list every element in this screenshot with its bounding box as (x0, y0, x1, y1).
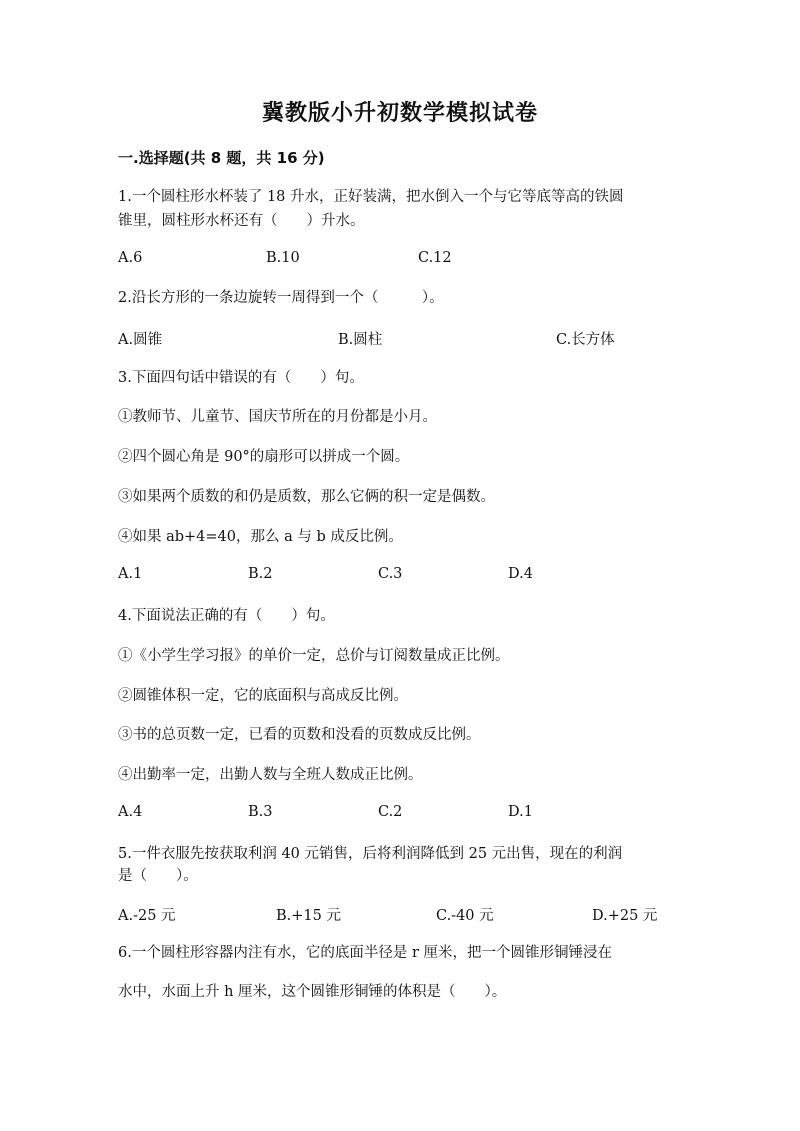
question-6-text-line-1: 6.一个圆柱形容器内注有水，它的底面半径是 r 厘米，把一个圆锥形铜锤浸在 (118, 945, 612, 961)
question-2-option-a: A.圆锥 (118, 332, 163, 348)
question-5-option-c: C.-40 元 (436, 908, 494, 924)
question-3-text: 3.下面四句话中错误的有（ ）句。 (118, 370, 364, 386)
question-3-statement-2: ②四个圆心角是 90°的扇形可以拼成一个圆。 (118, 449, 410, 465)
page-title: 冀教版小升初数学模拟试卷 (261, 101, 538, 126)
question-1-option-c: C.12 (418, 250, 452, 266)
section-heading: 一.选择题(共 8 题，共 16 分) (118, 149, 325, 167)
question-1-option-b: B.10 (266, 250, 300, 266)
question-4-statement-4: ④出勤率一定，出勤人数与全班人数成正比例。 (118, 767, 423, 783)
question-5-text-line-1: 5.一件衣服先按获取利润 40 元销售，后将利润降低到 25 元出售，现在的利润 (118, 846, 623, 862)
question-3-option-c: C.3 (378, 566, 403, 582)
question-2-option-b: B.圆柱 (338, 332, 383, 348)
question-1-option-a: A.6 (118, 250, 143, 266)
question-5-option-b: B.+15 元 (276, 908, 341, 924)
question-3-option-a: A.1 (118, 566, 143, 582)
question-4-statement-2: ②圆锥体积一定，它的底面积与高成反比例。 (118, 688, 408, 704)
question-4-option-d: D.1 (508, 804, 533, 820)
question-5-option-a: A.-25 元 (118, 908, 176, 924)
question-3-option-b: B.2 (248, 566, 273, 582)
question-4-statement-1: ①《小学生学习报》的单价一定，总价与订阅数量成正比例。 (118, 648, 510, 664)
question-6-text-line-2: 水中，水面上升 h 厘米，这个圆锥形铜锤的体积是（ ）。 (118, 984, 507, 1000)
question-1-text-line-2: 锥里，圆柱形水杯还有（ ）升水。 (118, 213, 365, 229)
question-4-text: 4.下面说法正确的有（ ）句。 (118, 608, 335, 624)
question-4-option-c: C.2 (378, 804, 403, 820)
question-3-statement-1: ①教师节、儿童节、国庆节所在的月份都是小月。 (118, 409, 437, 425)
question-2-option-c: C.长方体 (556, 332, 615, 348)
question-4-option-a: A.4 (118, 804, 143, 820)
question-3-statement-3: ③如果两个质数的和仍是质数，那么它俩的积一定是偶数。 (118, 489, 495, 505)
question-4-option-b: B.3 (248, 804, 273, 820)
question-1-text-line-1: 1.一个圆柱形水杯装了 18 升水，正好装满，把水倒入一个与它等底等高的铁圆 (118, 189, 624, 205)
question-4-statement-3: ③书的总页数一定，已看的页数和没看的页数成反比例。 (118, 727, 481, 743)
question-5-option-d: D.+25 元 (592, 908, 658, 924)
question-3-option-d: D.4 (508, 566, 533, 582)
question-2-text: 2.沿长方形的一条边旋转一周得到一个（ ）。 (118, 290, 444, 306)
question-5-text-line-2: 是（ ）。 (118, 868, 198, 884)
question-3-statement-4: ④如果 ab+4=40，那么 a 与 b 成反比例。 (118, 529, 403, 545)
